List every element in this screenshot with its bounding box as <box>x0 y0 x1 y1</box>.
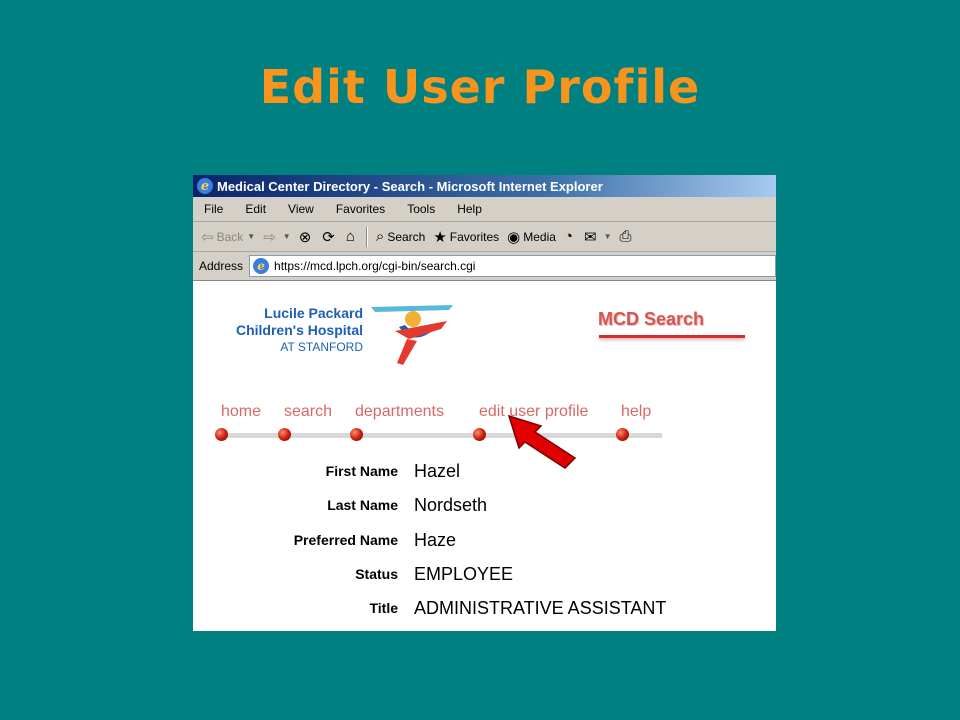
nav-dot <box>473 428 486 441</box>
address-url: https://mcd.lpch.org/cgi-bin/search.cgi <box>274 259 476 273</box>
menu-tools[interactable]: Tools <box>407 202 436 216</box>
logo-line-1: Lucile Packard <box>264 305 363 321</box>
stop-icon: ⊗ <box>298 228 312 246</box>
nav-home[interactable]: home <box>221 403 262 420</box>
mcd-title-underline <box>599 335 745 338</box>
form-row-status <box>193 562 776 592</box>
form-row-first-name <box>193 459 776 489</box>
menu-view[interactable]: View <box>288 202 314 216</box>
back-dropdown-icon[interactable]: ▼ <box>247 232 256 241</box>
menu-file[interactable]: File <box>204 202 224 216</box>
site-nav <box>193 403 776 443</box>
nav-help[interactable]: help <box>621 403 652 420</box>
window-titlebar <box>193 175 776 197</box>
preferred-name-label: Preferred Name <box>293 532 398 548</box>
pointer-arrow <box>501 408 581 474</box>
mail-dropdown-icon[interactable]: ▼ <box>603 232 612 241</box>
menu-favorites[interactable]: Favorites <box>335 202 386 216</box>
nav-dot <box>350 428 363 441</box>
slide-title: Edit User Profile <box>259 60 701 114</box>
media-label: Media <box>523 229 556 244</box>
title-value: ADMINISTRATIVE ASSISTANT <box>414 598 667 618</box>
forward-icon: ⇨ <box>263 228 276 246</box>
refresh-button[interactable] <box>322 228 338 246</box>
favorites-button[interactable] <box>433 228 499 246</box>
history-button[interactable] <box>564 228 576 245</box>
address-bar <box>193 252 776 281</box>
favorites-label: Favorites <box>449 229 500 244</box>
last-name-value: Nordseth <box>414 495 488 515</box>
nav-search[interactable]: search <box>284 403 333 420</box>
favorites-icon: ★ <box>433 228 447 246</box>
logo-line-3: AT STANFORD <box>280 340 363 354</box>
refresh-icon: ⟳ <box>322 228 335 246</box>
form-row-preferred-name <box>193 528 776 558</box>
hospital-logo <box>369 301 459 371</box>
mail-button[interactable] <box>584 228 612 246</box>
form-row-last-name <box>193 493 776 523</box>
mail-icon: ✉ <box>584 228 597 246</box>
print-button[interactable] <box>620 228 635 245</box>
first-name-value: Hazel <box>414 461 461 481</box>
back-icon: ⇦ <box>201 228 214 246</box>
history-icon: ◔ <box>563 228 573 245</box>
toolbar-separator <box>366 227 368 247</box>
title-label: Title <box>369 600 398 616</box>
home-button[interactable] <box>346 228 358 245</box>
media-icon: ◉ <box>507 228 521 246</box>
media-button[interactable] <box>507 228 556 246</box>
forward-dropdown-icon[interactable]: ▼ <box>282 232 291 241</box>
address-label: Address <box>199 259 244 273</box>
nav-dot <box>616 428 629 441</box>
page-content <box>193 281 776 631</box>
search-button[interactable] <box>376 228 425 245</box>
mcd-search-title: MCD Search <box>598 309 705 329</box>
status-value: EMPLOYEE <box>414 564 514 584</box>
home-icon: ⌂ <box>345 228 355 245</box>
ie-icon: e <box>197 178 213 194</box>
menu-help[interactable]: Help <box>457 202 482 216</box>
hospital-logo-text[interactable] <box>213 305 363 356</box>
toolbar <box>193 222 776 252</box>
logo-line-2: Children's Hospital <box>235 322 363 338</box>
nav-dot <box>215 428 228 441</box>
nav-edit-user-profile[interactable]: edit user profile <box>479 403 589 420</box>
form-row-title <box>193 596 776 626</box>
preferred-name-value: Haze <box>414 530 457 550</box>
menu-bar <box>193 197 776 222</box>
menu-edit[interactable]: Edit <box>245 202 267 216</box>
forward-button[interactable] <box>263 228 291 246</box>
nav-departments[interactable]: departments <box>355 403 444 420</box>
address-input[interactable] <box>249 255 776 277</box>
back-label: Back <box>216 229 244 244</box>
nav-dot <box>278 428 291 441</box>
stop-button[interactable] <box>299 228 315 246</box>
page-icon: e <box>253 258 269 274</box>
last-name-label: Last Name <box>327 497 398 513</box>
browser-window <box>193 175 776 631</box>
print-icon: ⎙ <box>619 228 632 245</box>
first-name-label: First Name <box>325 463 398 479</box>
search-icon: ⌕ <box>375 228 385 245</box>
window-title: Medical Center Directory - Search - Microsoft Internet Explorer <box>217 178 603 194</box>
search-label: Search <box>387 229 426 244</box>
status-label: Status <box>355 566 398 582</box>
back-button[interactable] <box>201 228 255 246</box>
